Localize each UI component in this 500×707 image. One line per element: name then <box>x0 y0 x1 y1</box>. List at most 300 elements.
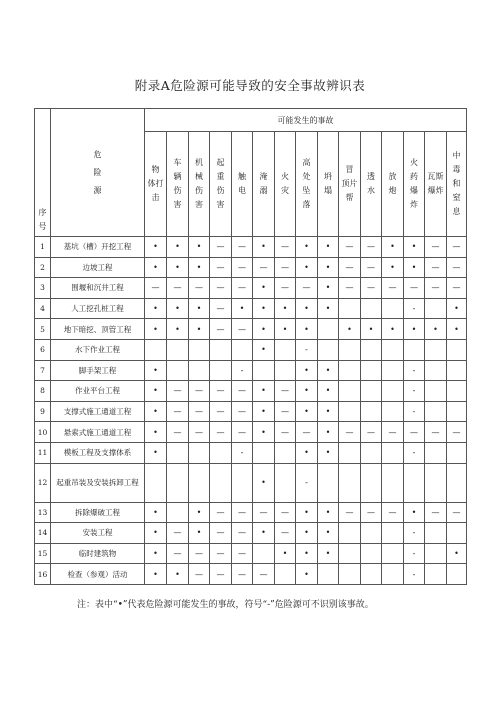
row-seq: 8 <box>35 381 51 402</box>
table-row <box>35 339 467 360</box>
accident-mark: — <box>210 502 232 523</box>
footnote: 注：表中“•”代表危险源可能发生的事故，符号“-”危险源可不识别该事故。 <box>77 600 374 610</box>
accident-mark: - <box>404 401 425 422</box>
accident-mark: — <box>425 237 447 258</box>
accident-mark: • <box>318 257 339 278</box>
accident-mark: • <box>296 401 318 422</box>
table-row <box>35 564 467 585</box>
accident-mark <box>318 319 339 340</box>
row-seq: 7 <box>35 360 51 381</box>
table-row <box>35 298 467 319</box>
accident-mark: • <box>189 319 210 340</box>
row-hazard-name: 安装工程 <box>51 523 145 544</box>
accident-mark: — <box>253 502 275 523</box>
row-hazard-name: 检查（参观）活动 <box>51 564 145 585</box>
accident-mark <box>339 564 361 585</box>
accident-header-4: 起 重 伤 害 <box>210 132 232 237</box>
accident-mark: - <box>232 442 253 463</box>
row-seq: 5 <box>35 319 51 340</box>
accident-mark: — <box>275 422 296 443</box>
table-row <box>35 360 467 381</box>
accident-mark <box>361 381 382 402</box>
accident-mark: • <box>296 360 318 381</box>
accident-mark: • <box>275 319 296 340</box>
accident-mark: • <box>382 257 404 278</box>
accident-mark: • <box>167 319 189 340</box>
accident-mark <box>318 339 339 360</box>
accident-mark <box>382 564 404 585</box>
row-hazard-name: 支撑式施工通道工程 <box>51 401 145 422</box>
accident-mark: • <box>189 298 210 319</box>
accident-mark <box>145 463 167 502</box>
accident-mark <box>210 442 232 463</box>
accident-mark <box>425 442 447 463</box>
row-hazard-name: 拆除爆破工程 <box>51 502 145 523</box>
accident-mark <box>425 360 447 381</box>
accident-mark: — <box>232 319 253 340</box>
accident-mark: • <box>296 319 318 340</box>
accident-mark: • <box>232 298 253 319</box>
accident-mark <box>447 564 467 585</box>
accident-mark <box>167 360 189 381</box>
table-row <box>35 422 467 443</box>
accident-mark: • <box>447 543 467 564</box>
accident-mark: — <box>404 278 425 299</box>
accident-mark: — <box>232 422 253 443</box>
accident-mark <box>382 463 404 502</box>
accident-mark: • <box>318 381 339 402</box>
table-row <box>35 381 467 402</box>
accident-mark <box>361 523 382 544</box>
accident-mark: • <box>167 298 189 319</box>
accident-mark: • <box>447 319 467 340</box>
accident-mark <box>361 564 382 585</box>
accident-mark: • <box>253 237 275 258</box>
row-hazard-name: 起重吊装及安装拆卸工程 <box>51 463 145 502</box>
accident-mark: — <box>253 564 275 585</box>
accident-mark <box>382 401 404 422</box>
accident-mark: — <box>210 298 232 319</box>
row-hazard-name: 人工挖孔桩工程 <box>51 298 145 319</box>
accident-mark: • <box>318 543 339 564</box>
accident-mark: — <box>167 422 189 443</box>
accident-mark: — <box>210 319 232 340</box>
accident-mark: • <box>145 381 167 402</box>
accident-mark: — <box>232 237 253 258</box>
accident-mark: — <box>210 278 232 299</box>
accident-mark: • <box>145 237 167 258</box>
accident-mark: — <box>339 278 361 299</box>
accident-mark: • <box>404 257 425 278</box>
accident-mark: • <box>318 237 339 258</box>
accident-mark: • <box>189 257 210 278</box>
accident-mark: • <box>189 523 210 544</box>
table-row <box>35 237 467 258</box>
accident-mark <box>275 339 296 360</box>
accident-mark: — <box>210 257 232 278</box>
accident-mark <box>167 339 189 360</box>
accident-mark: • <box>318 298 339 319</box>
accident-mark <box>361 463 382 502</box>
accident-mark: • <box>145 360 167 381</box>
accident-mark: — <box>232 502 253 523</box>
accident-mark: — <box>425 502 447 523</box>
accident-mark <box>339 339 361 360</box>
accident-mark <box>361 401 382 422</box>
accident-mark <box>361 339 382 360</box>
row-hazard-name: 临时建筑物 <box>51 543 145 564</box>
accident-mark: • <box>253 278 275 299</box>
accident-mark: — <box>275 523 296 544</box>
accident-mark: — <box>210 237 232 258</box>
accident-mark: • <box>253 463 275 502</box>
accident-mark: - <box>404 564 425 585</box>
accident-mark <box>275 564 296 585</box>
accident-mark <box>447 339 467 360</box>
accident-mark: • <box>189 502 210 523</box>
row-seq: 9 <box>35 401 51 422</box>
accident-mark <box>145 339 167 360</box>
accident-mark <box>210 463 232 502</box>
accident-mark: • <box>318 422 339 443</box>
accident-mark <box>339 543 361 564</box>
row-hazard-name: 围堰和沉井工程 <box>51 278 145 299</box>
accident-mark: — <box>361 422 382 443</box>
accident-mark: — <box>189 543 210 564</box>
accident-mark: — <box>167 381 189 402</box>
accident-mark <box>318 463 339 502</box>
accident-mark: — <box>189 564 210 585</box>
accident-mark: • <box>253 401 275 422</box>
accident-mark: • <box>296 237 318 258</box>
row-hazard-name: 悬索式施工通道工程 <box>51 422 145 443</box>
accident-mark: • <box>145 564 167 585</box>
accident-mark: • <box>404 502 425 523</box>
accident-mark: - <box>296 339 318 360</box>
accident-mark: — <box>339 422 361 443</box>
accident-mark: — <box>232 257 253 278</box>
accident-mark: — <box>275 237 296 258</box>
accident-mark: • <box>167 564 189 585</box>
accident-mark <box>382 339 404 360</box>
row-seq: 12 <box>35 463 51 502</box>
accident-mark <box>404 463 425 502</box>
accident-mark: • <box>296 298 318 319</box>
accident-mark <box>361 360 382 381</box>
accident-mark <box>339 463 361 502</box>
accident-mark: - <box>404 360 425 381</box>
accident-mark <box>361 298 382 319</box>
accident-mark: - <box>404 442 425 463</box>
accident-mark: - <box>404 523 425 544</box>
row-hazard-name: 地下暗挖、顶管工程 <box>51 319 145 340</box>
table-row <box>35 257 467 278</box>
accident-mark: — <box>275 381 296 402</box>
accident-mark: • <box>253 381 275 402</box>
accident-mark <box>210 360 232 381</box>
row-hazard-name: 水下作业工程 <box>51 339 145 360</box>
accident-header-15: 中 毒 和 窒 息 <box>447 132 467 237</box>
accident-mark <box>275 442 296 463</box>
accident-mark: • <box>318 360 339 381</box>
accident-mark: — <box>232 564 253 585</box>
row-seq: 6 <box>35 339 51 360</box>
accident-mark: — <box>275 278 296 299</box>
accident-mark <box>167 502 189 523</box>
accident-mark <box>425 564 447 585</box>
accident-header-14: 瓦斯 爆炸 <box>425 132 447 237</box>
accident-mark <box>232 339 253 360</box>
accident-mark: • <box>145 298 167 319</box>
row-hazard-name: 作业平台工程 <box>51 381 145 402</box>
table-row <box>35 523 467 544</box>
accident-mark: • <box>296 502 318 523</box>
accident-mark: • <box>275 543 296 564</box>
row-hazard-name: 模板工程及支撑体系 <box>51 442 145 463</box>
accident-header-2: 车 辆 伤 害 <box>167 132 189 237</box>
accident-mark: — <box>296 422 318 443</box>
accident-mark: • <box>275 298 296 319</box>
accident-mark <box>167 442 189 463</box>
accident-mark <box>382 543 404 564</box>
accident-mark: • <box>253 319 275 340</box>
accident-mark <box>425 381 447 402</box>
accident-mark: — <box>382 422 404 443</box>
row-hazard-name: 基坑（槽）开挖工程 <box>51 237 145 258</box>
accident-mark: • <box>296 543 318 564</box>
accident-mark: — <box>425 257 447 278</box>
accident-mark: • <box>361 319 382 340</box>
accident-mark: - <box>404 298 425 319</box>
accident-header-11: 透 水 <box>361 132 382 237</box>
accident-mark <box>425 463 447 502</box>
accident-mark <box>382 442 404 463</box>
row-seq: 4 <box>35 298 51 319</box>
row-seq: 3 <box>35 278 51 299</box>
accident-mark <box>167 463 189 502</box>
accident-mark: — <box>189 381 210 402</box>
accident-mark <box>339 523 361 544</box>
row-hazard-name: 边坡工程 <box>51 257 145 278</box>
accident-mark <box>447 360 467 381</box>
accident-mark: • <box>189 237 210 258</box>
accident-mark <box>382 360 404 381</box>
accident-mark: — <box>339 257 361 278</box>
hazard-header: 危 险 源 <box>51 109 145 237</box>
accident-mark: — <box>404 422 425 443</box>
accident-mark: — <box>145 278 167 299</box>
accident-mark <box>447 463 467 502</box>
accident-mark <box>318 564 339 585</box>
accident-mark: • <box>145 319 167 340</box>
accident-mark: • <box>145 523 167 544</box>
row-seq: 11 <box>35 442 51 463</box>
accident-header-1: 物 体打 击 <box>145 132 167 237</box>
seq-header: 序 号 <box>35 109 51 237</box>
accident-mark: — <box>339 237 361 258</box>
accident-mark: • <box>253 523 275 544</box>
accident-mark <box>382 298 404 319</box>
accident-mark: — <box>210 401 232 422</box>
accident-group-header: 可能发生的事故 <box>145 109 467 132</box>
accident-mark <box>425 401 447 422</box>
accident-header-6: 淹 溺 <box>253 132 275 237</box>
accident-mark: • <box>167 237 189 258</box>
accident-mark: — <box>232 543 253 564</box>
accident-mark: — <box>275 401 296 422</box>
accident-mark: — <box>339 502 361 523</box>
accident-mark: • <box>404 319 425 340</box>
accident-mark: — <box>189 401 210 422</box>
accident-header-10: 冒 顶片 帮 <box>339 132 361 237</box>
accident-mark: — <box>447 502 467 523</box>
row-seq: 1 <box>35 237 51 258</box>
accident-mark: — <box>275 257 296 278</box>
accident-mark <box>339 360 361 381</box>
accident-mark: — <box>167 523 189 544</box>
accident-mark: • <box>296 564 318 585</box>
accident-mark <box>382 523 404 544</box>
accident-mark: • <box>296 442 318 463</box>
accident-mark: • <box>296 257 318 278</box>
accident-mark: • <box>318 442 339 463</box>
accident-mark <box>339 442 361 463</box>
accident-mark: • <box>382 237 404 258</box>
accident-mark <box>339 298 361 319</box>
accident-mark <box>425 339 447 360</box>
accident-mark <box>361 543 382 564</box>
accident-mark: — <box>167 401 189 422</box>
accident-mark: — <box>253 257 275 278</box>
row-seq: 10 <box>35 422 51 443</box>
accident-mark: • <box>296 381 318 402</box>
table-row <box>35 502 467 523</box>
table-row <box>35 401 467 422</box>
accident-mark: • <box>447 298 467 319</box>
accident-mark: — <box>232 523 253 544</box>
accident-mark <box>447 442 467 463</box>
row-seq: 14 <box>35 523 51 544</box>
accident-mark <box>447 401 467 422</box>
accident-mark: • <box>404 237 425 258</box>
row-seq: 16 <box>35 564 51 585</box>
accident-mark: — <box>210 543 232 564</box>
accident-mark: — <box>361 257 382 278</box>
row-seq: 15 <box>35 543 51 564</box>
accident-mark <box>275 463 296 502</box>
accident-mark <box>447 381 467 402</box>
accident-mark <box>189 442 210 463</box>
accident-mark: • <box>145 543 167 564</box>
accident-header-13: 火 药 爆 炸 <box>404 132 425 237</box>
accident-mark: — <box>447 278 467 299</box>
accident-mark: — <box>447 257 467 278</box>
accident-mark: • <box>145 257 167 278</box>
table-row <box>35 463 467 502</box>
accident-mark: - <box>404 543 425 564</box>
accident-mark: — <box>275 502 296 523</box>
accident-mark <box>253 543 275 564</box>
accident-header-7: 火 灾 <box>275 132 296 237</box>
accident-mark: — <box>425 278 447 299</box>
accident-mark: • <box>339 319 361 340</box>
accident-mark: — <box>210 564 232 585</box>
accident-mark: • <box>318 278 339 299</box>
row-seq: 13 <box>35 502 51 523</box>
accident-mark: — <box>382 278 404 299</box>
accident-mark: — <box>447 237 467 258</box>
accident-mark: • <box>253 422 275 443</box>
accident-mark: • <box>145 401 167 422</box>
accident-mark <box>189 339 210 360</box>
accident-header-12: 放 炮 <box>382 132 404 237</box>
accident-mark: • <box>296 523 318 544</box>
accident-mark: — <box>210 523 232 544</box>
accident-mark: — <box>232 381 253 402</box>
accident-mark <box>339 401 361 422</box>
accident-mark <box>447 523 467 544</box>
accident-mark: • <box>382 319 404 340</box>
table-row <box>35 543 467 564</box>
hazard-accident-table <box>34 108 467 585</box>
accident-mark: — <box>296 278 318 299</box>
table-row <box>35 319 467 340</box>
accident-mark: — <box>425 422 447 443</box>
accident-mark <box>275 360 296 381</box>
accident-header-5: 触 电 <box>232 132 253 237</box>
table-row <box>35 278 467 299</box>
accident-header-8: 高 处 坠 落 <box>296 132 318 237</box>
accident-mark: - <box>404 381 425 402</box>
accident-mark <box>361 442 382 463</box>
accident-mark: - <box>232 360 253 381</box>
accident-mark: — <box>189 422 210 443</box>
accident-mark <box>404 339 425 360</box>
accident-mark <box>210 339 232 360</box>
accident-mark <box>339 381 361 402</box>
accident-mark: • <box>425 319 447 340</box>
accident-mark: — <box>361 278 382 299</box>
accident-mark <box>425 523 447 544</box>
accident-mark: • <box>253 339 275 360</box>
accident-mark <box>189 360 210 381</box>
accident-header-3: 机 械 伤 害 <box>189 132 210 237</box>
accident-mark <box>425 298 447 319</box>
accident-mark: — <box>361 237 382 258</box>
accident-mark <box>425 543 447 564</box>
accident-mark <box>189 463 210 502</box>
accident-mark: — <box>167 543 189 564</box>
accident-mark: — <box>189 278 210 299</box>
accident-mark: — <box>232 278 253 299</box>
accident-mark: — <box>167 278 189 299</box>
accident-mark: — <box>210 422 232 443</box>
accident-mark <box>253 360 275 381</box>
accident-mark: — <box>447 422 467 443</box>
accident-header-9: 坍 塌 <box>318 132 339 237</box>
accident-mark <box>232 463 253 502</box>
accident-mark: • <box>318 523 339 544</box>
accident-mark: • <box>253 298 275 319</box>
table-row <box>35 442 467 463</box>
accident-mark: — <box>382 502 404 523</box>
accident-mark <box>253 442 275 463</box>
accident-mark: - <box>296 463 318 502</box>
accident-mark: — <box>361 502 382 523</box>
accident-mark: • <box>318 502 339 523</box>
accident-mark <box>382 381 404 402</box>
accident-mark: — <box>232 401 253 422</box>
